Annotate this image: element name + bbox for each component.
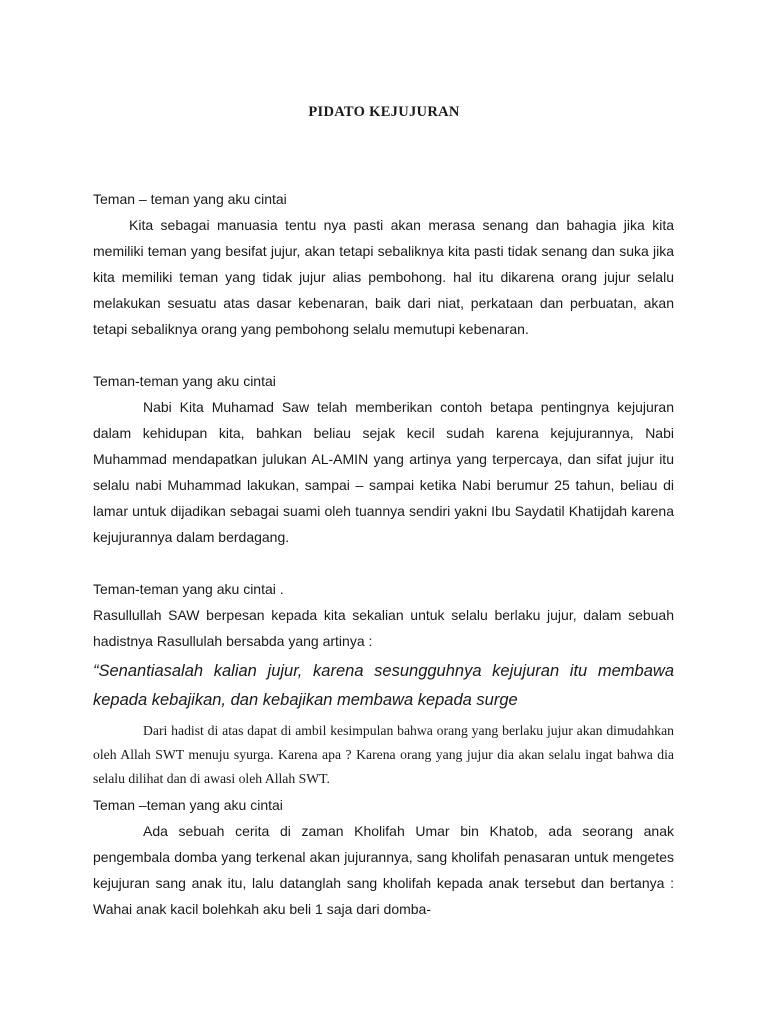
section-1-paragraph: Kita sebagai manuasia tentu nya pasti akan merasa senang dan bahagia jika kita memiliki teman yang besifat jujur, akan tetapi sebaliknya kita pasti tidak senang dan suka jika kita memiliki teman yang tidak jujur alias pembohong. hal itu dikarena orang jujur selalu melakukan sesuatu atas dasar kebenaran, baik dari niat, perkataan dan perbuatan, akan tetapi sebaliknya orang yang pembohong selalu memutupi kebenaran. (93, 217, 674, 337)
section-2-paragraph: Nabi Kita Muhamad Saw telah memberikan contoh betapa pentingnya kejujuran dalam kehidupan kita, bahkan beliau sejak kecil sudah karena kejujurannya, Nabi Muhammad mendapatkan julukan AL-AMIN yang artinya yang terpercaya, dan sifat jujur itu selalu nabi Muhammad lakukan, sampai – sampai ketika Nabi berumur 25 tahun, beliau di lamar untuk dijadikan sebagai suami oleh tuannya sendiri yakni Ibu Saydatil Khatijdah karena kejujurannya dalam berdagang. (93, 399, 674, 545)
hadith-quote: “Senantiasalah kalian jujur, karena sesungguhnya kejujuran itu membawa kepada kebajikan, dan kebajikan membawa kepada surge (93, 662, 674, 709)
section-4-heading: Teman –teman yang aku cintai (93, 797, 283, 813)
paragraph-spacer (93, 550, 674, 576)
section-4-paragraph: Ada sebuah cerita di zaman Kholifah Umar bin Khatob, ada seorang anak pengembala domba yang terkenal akan jujurannya, sang kholifah penasaran untuk mengetes kejujuran sang anak itu, lalu datanglah sang kholifah kepada anak tersebut dan bertanya : Wahai anak kacil bolehkah aku beli 1 saja dari domba- (93, 823, 674, 917)
section-2-heading: Teman-teman yang aku cintai (93, 373, 276, 389)
section-3-heading: Teman-teman yang aku cintai . (93, 581, 284, 597)
hadith-conclusion-paragraph: Dari hadist di atas dapat di ambil kesimpulan bahwa orang yang berlaku jujur akan dimudahkan oleh Allah SWT menuju syurga. Karena apa ? Karena orang yang jujur dia akan selalu ingat bahwa dia selalu dilihat dan di awasi oleh Allah SWT. (93, 723, 674, 786)
paragraph-spacer (93, 342, 674, 368)
document-body (93, 186, 674, 922)
document-title: PIDATO KEJUJURAN (308, 104, 460, 120)
section-3-paragraph: Rasullullah SAW berpesan kepada kita sekalian untuk selalu berlaku jujur, dalam sebuah hadistnya Rasullulah bersabda yang artinya : (93, 607, 674, 649)
section-1-heading: Teman – teman yang aku cintai (93, 191, 287, 207)
